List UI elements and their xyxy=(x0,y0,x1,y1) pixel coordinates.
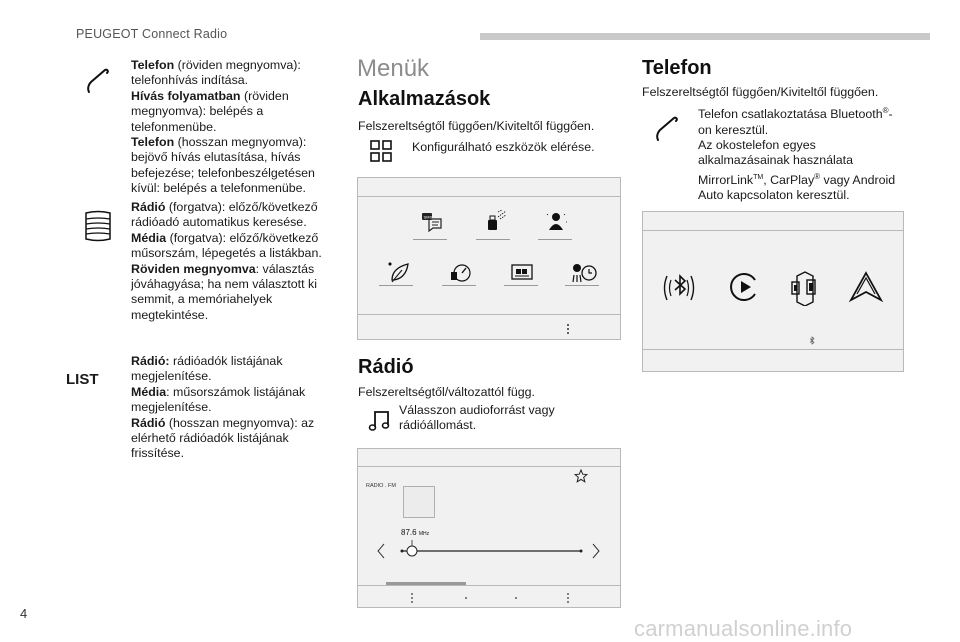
term: Röviden megnyomva xyxy=(131,261,256,276)
term: Média xyxy=(131,384,167,399)
list-button-label: LIST xyxy=(66,371,99,388)
bluetooth-small-icon xyxy=(809,336,815,345)
phone-handset-icon xyxy=(654,114,680,144)
person-icon[interactable] xyxy=(544,210,568,232)
radio-title: Rádió xyxy=(358,356,414,378)
radio-description: Felszereltségtől/változattól függ. xyxy=(358,385,536,399)
music-note-icon xyxy=(368,408,392,432)
usb-icon[interactable] xyxy=(484,208,508,232)
star-favorite-icon[interactable] xyxy=(574,469,588,483)
rotary-wheel-icon xyxy=(83,210,113,242)
text: (röviden megnyomva): telefonhívás indítása. xyxy=(131,58,301,88)
text: : műsorszámok listájának megjelenítése. xyxy=(131,384,306,415)
svg-text:SMS: SMS xyxy=(423,214,433,220)
apps-icon-text: Konfigurálható eszközök elérése. xyxy=(412,140,595,154)
play-icon[interactable] xyxy=(727,270,763,304)
card-icon[interactable] xyxy=(510,262,534,282)
phone-description: Felszereltségtől függően/Kiviteltől függően. xyxy=(642,85,879,99)
radio-icon-text: Válasszon audioforrást vagy rádióállomást. xyxy=(399,403,555,433)
text: , CarPlay xyxy=(763,172,815,187)
phone-icon-text xyxy=(698,103,903,204)
text: (forgatva): előző/következő rádióadó automatikus keresése. xyxy=(131,200,318,230)
radio-bottom-controls[interactable] xyxy=(408,592,578,604)
term: Telefon xyxy=(131,58,175,72)
text: (hosszan megnyomva): az elérhető rádióadók listájának frissítése. xyxy=(131,415,315,461)
android-auto-icon[interactable] xyxy=(848,270,884,304)
gauge-icon[interactable] xyxy=(449,260,475,284)
left-block-2 xyxy=(131,200,331,323)
tuning-slider[interactable] xyxy=(376,538,606,568)
text: (hosszan megnyomva): bejövő hívás elutasítása, hívás befejezése; telefonbeszélgetésen kívül: belépés a telefonmenübe. xyxy=(131,135,315,196)
frequency-value: 87.6 xyxy=(401,528,417,537)
term: Hívás folyamatban xyxy=(131,88,241,103)
frequency-display xyxy=(401,528,429,537)
header-title: PEUGEOT Connect Radio xyxy=(76,27,228,41)
bluetooth-icon[interactable] xyxy=(661,270,697,306)
text: Telefon csatlakoztatása Bluetooth xyxy=(698,107,883,122)
watermark: carmanualsonline.info xyxy=(634,616,853,641)
radio-screen xyxy=(357,448,621,608)
term: Média xyxy=(131,230,167,245)
left-block-3 xyxy=(131,354,331,462)
apps-screen xyxy=(357,177,621,340)
text: -on keresztül. xyxy=(698,107,893,137)
reg-mark: ® xyxy=(882,106,889,115)
message-icon[interactable] xyxy=(420,210,444,232)
tm-mark: TM xyxy=(753,173,764,181)
frequency-unit: MHz xyxy=(418,531,430,537)
header-bar xyxy=(480,33,930,40)
text: rádióadók listájának megjelenítése. xyxy=(131,354,283,384)
apps-grid-icon xyxy=(370,140,392,162)
station-artwork xyxy=(403,486,435,518)
term: Rádió: xyxy=(131,354,170,368)
more-options-icon[interactable] xyxy=(566,323,570,335)
apps-title: Alkalmazások xyxy=(358,88,491,110)
reg-mark: ® xyxy=(814,171,821,181)
mirror-phone-icon[interactable] xyxy=(789,268,821,306)
section-heading-menus: Menük xyxy=(357,55,430,82)
phone-title: Telefon xyxy=(642,57,712,79)
clock-settings-icon[interactable] xyxy=(570,260,598,284)
text: (forgatva): előző/következő műsorszám, lépegetés a listákban. xyxy=(131,230,322,261)
term: Telefon xyxy=(131,135,175,150)
apps-description: Felszereltségtől függően/Kiviteltől függően. xyxy=(358,119,595,133)
scroll-indicator xyxy=(386,582,466,585)
phone-screen xyxy=(642,211,904,372)
text: MirrorLink xyxy=(698,172,754,187)
term: Rádió xyxy=(131,200,166,214)
text: vagy Android Auto kapcsolaton keresztül. xyxy=(698,172,896,203)
left-block-1 xyxy=(131,58,331,197)
eco-leaf-icon[interactable] xyxy=(386,260,412,284)
term: Rádió xyxy=(131,415,166,430)
text: : választás jóváhagyása; ha nem választott ki semmit, a memóriahelyek megtekintése. xyxy=(131,261,317,322)
page-number: 4 xyxy=(20,606,28,621)
text: Az okostelefon egyes alkalmazásainak használata xyxy=(698,137,853,168)
text: (röviden megnyomva): belépés a telefonmenübe. xyxy=(131,88,289,134)
radio-band-label: RADIO . FM xyxy=(366,483,396,489)
phone-handset-icon xyxy=(85,66,111,96)
